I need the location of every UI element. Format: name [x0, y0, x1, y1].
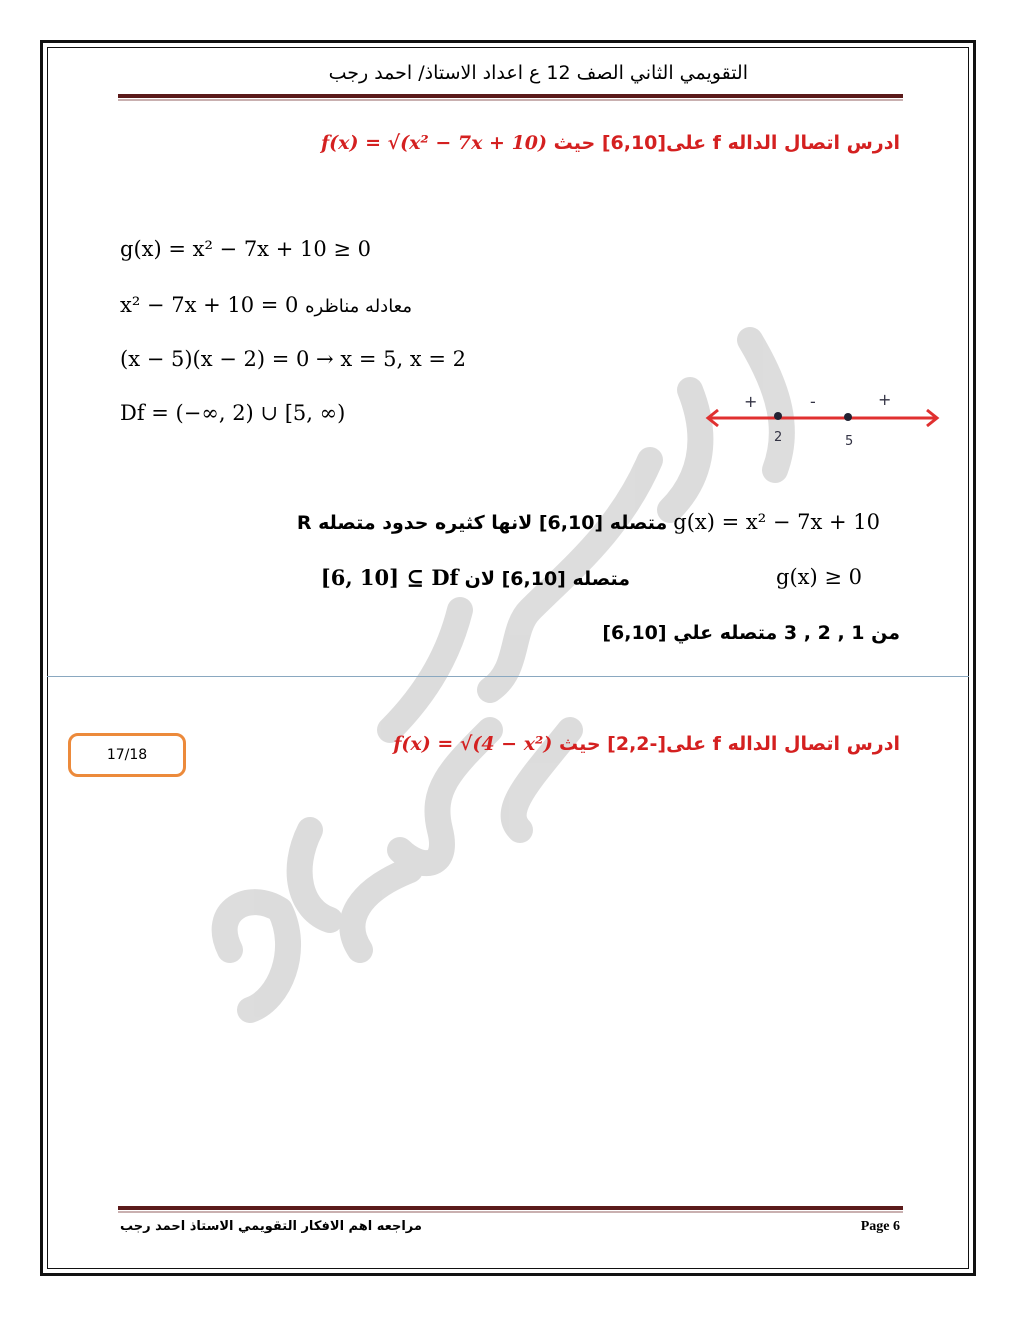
solution-line-2: [120, 293, 412, 317]
sign-chart: [700, 385, 945, 450]
solution-line-6-right: [776, 565, 862, 589]
solution-line-5: [297, 510, 880, 534]
question-2-text: ادرس اتصال الداله f على[-2,2] حيث: [558, 733, 900, 755]
point-label-5: 5: [845, 434, 854, 449]
sign-minus: -: [810, 392, 816, 411]
point-label-2: 2: [774, 430, 783, 445]
sign-plus-left: +: [744, 392, 758, 411]
symmetric-equation-label: معادله مناظره: [305, 296, 413, 317]
section-divider: [47, 676, 969, 677]
footer-caption: مراجعه اهم الافكار التقويمي الاستاذ احمد رجب: [120, 1219, 422, 1234]
point-5: [844, 413, 852, 421]
footer-rule-thin: [118, 1211, 903, 1213]
header-rule-thin: [118, 99, 903, 101]
subset-domain: [6, 10] ⊆ Df: [320, 565, 459, 590]
continuity-reason-2: متصله [6,10] لان: [464, 568, 630, 590]
header-rule: [118, 94, 903, 98]
polynomial-g: g(x) = x² − 7x + 10: [673, 510, 880, 534]
continuity-reason-1: متصله [6,10] لانها كثيره حدود متصله R: [296, 512, 668, 534]
header-title: التقويمي الثاني الصف 12 ع اعداد الاستاذ/ احمد رجب: [328, 62, 748, 84]
page-frame-inner: [47, 47, 969, 1269]
sign-plus-right: +: [878, 390, 892, 409]
footer-rule: [118, 1206, 903, 1210]
solution-line-3: (x − 5)(x − 2) = 0 → x = 5, x = 2: [120, 347, 466, 371]
score-badge: 17/18: [68, 733, 186, 777]
solution-line-1: g(x) = x² − 7x + 10 ≥ 0: [120, 237, 372, 261]
question-2: [393, 733, 900, 755]
solution-line-6-left: [321, 565, 630, 590]
g-nonnegative: g(x) ≥ 0: [776, 565, 862, 589]
page-number: Page 6: [860, 1219, 900, 1234]
question-1: [321, 132, 900, 154]
question-1-text: ادرس اتصال الداله f على[6,10] حيث: [553, 132, 900, 154]
point-2: [774, 412, 782, 420]
question-1-formula: f(x) = √(x² − 7x + 10): [320, 132, 548, 154]
domain-line: Df = (−∞, 2) ∪ [5, ∞): [120, 401, 346, 425]
solution-conclusion: من 1 , 2 , 3 متصله علي [6,10]: [602, 622, 900, 644]
symmetric-equation: x² − 7x + 10 = 0: [120, 293, 299, 317]
question-2-formula: f(x) = √(4 − x²): [393, 733, 553, 755]
